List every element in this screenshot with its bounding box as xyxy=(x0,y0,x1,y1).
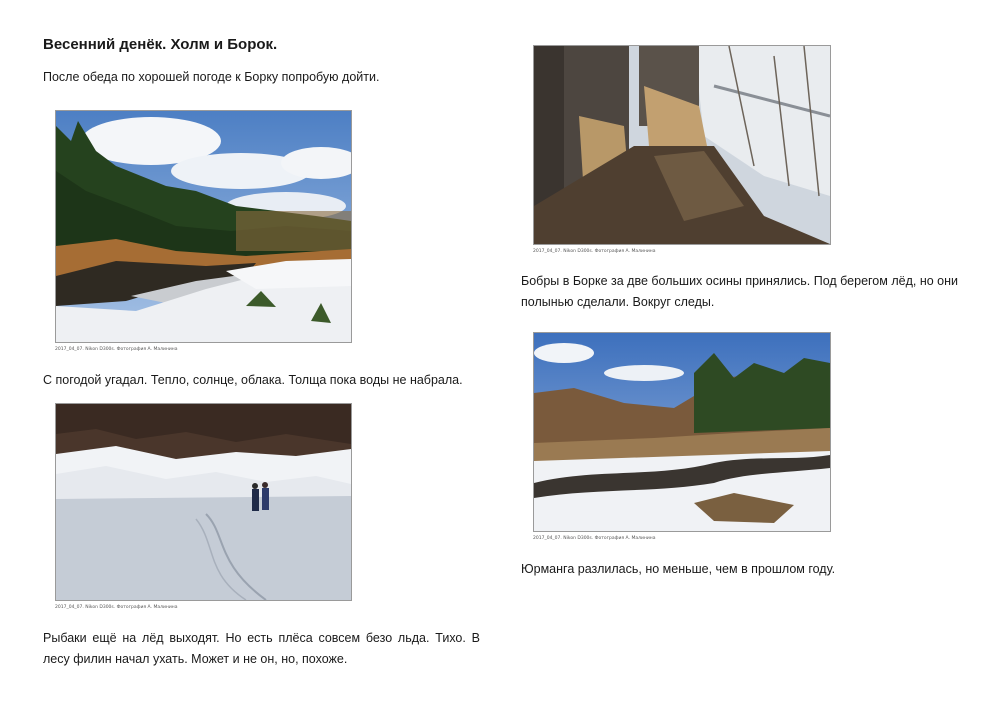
photo-fishermen-ice xyxy=(55,403,352,601)
photo-caption: 2017_04_07. Nikon D300s. Фотография А. Малинина xyxy=(533,536,656,541)
photo-caption: 2017_04_07. Nikon D300s. Фотография А. Малинина xyxy=(55,605,178,610)
page-title: Весенний денёк. Холм и Борок. xyxy=(43,36,278,53)
photo-beaver-aspens xyxy=(533,45,831,245)
photo-description: Бобры в Борке за две больших осины принялись. Под берегом лёд, но они полынью сделали. Вокруг следы. xyxy=(521,274,958,309)
photo-caption: 2017_04_07. Nikon D300s. Фотография А. Малинина xyxy=(55,347,178,352)
photo-caption: 2017_04_07. Nikon D300s. Фотография А. Малинина xyxy=(533,249,656,254)
photo-description: Рыбаки ещё на лёд выходят. Но есть плёса совсем безо льда. Тихо. В лесу филин начал ухать. Может и не он, но, похоже. xyxy=(43,631,480,666)
photo-description: С погодой угадал. Тепло, солнце, облака. Толща пока воды не набрала. xyxy=(43,373,463,387)
intro-paragraph: После обеда по хорошей погоде к Борку попробую дойти. xyxy=(43,70,380,84)
photo-flood-river xyxy=(533,332,831,532)
photo-description: Юрманга разлилась, но меньше, чем в прошлом году. xyxy=(521,562,836,576)
photo-river-bend xyxy=(55,110,352,343)
